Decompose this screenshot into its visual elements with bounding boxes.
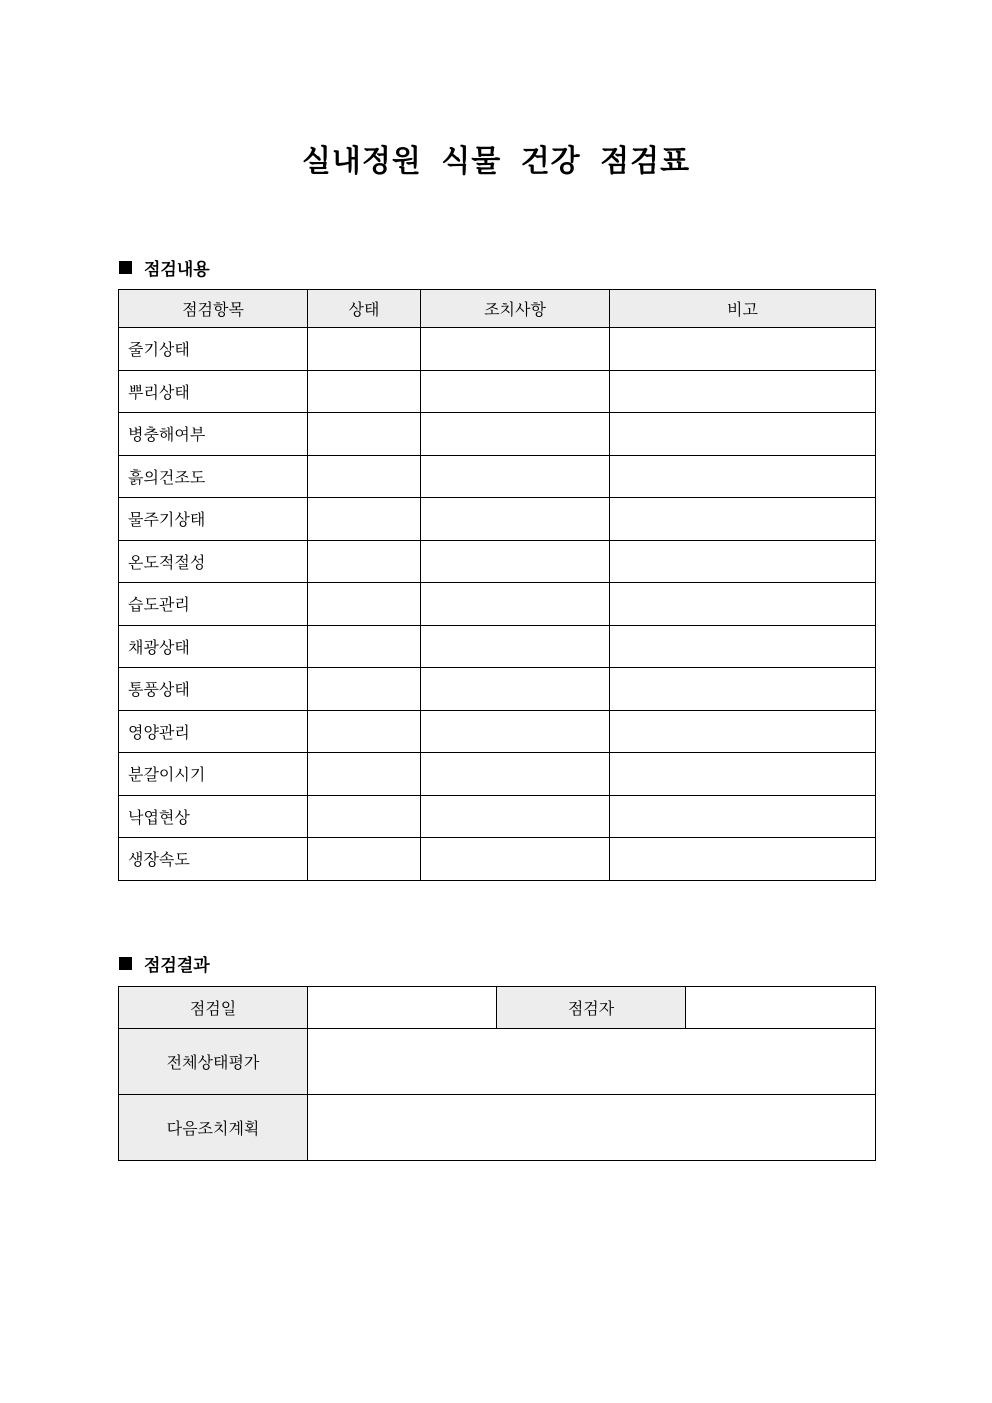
- table-row: [119, 1029, 876, 1095]
- table-row: [119, 838, 876, 881]
- status-cell[interactable]: [308, 668, 421, 711]
- note-cell[interactable]: [610, 328, 876, 371]
- table-row: [119, 370, 876, 413]
- inspection-item-label: 병충해여부: [119, 413, 308, 456]
- inspection-item-label: 흙의건조도: [119, 455, 308, 498]
- section-heading-inspection-content: [119, 255, 210, 280]
- action-cell[interactable]: [421, 583, 610, 626]
- note-cell[interactable]: [610, 540, 876, 583]
- inspector-label: 점검자: [497, 987, 686, 1029]
- note-cell[interactable]: [610, 795, 876, 838]
- table-row: [119, 583, 876, 626]
- column-header-action: 조치사항: [421, 290, 610, 328]
- table-row: [119, 328, 876, 371]
- status-cell[interactable]: [308, 583, 421, 626]
- inspection-item-label: 통풍상태: [119, 668, 308, 711]
- inspector-field[interactable]: [686, 987, 876, 1029]
- inspection-item-label: 줄기상태: [119, 328, 308, 371]
- section-heading-label: 점검결과: [144, 956, 210, 976]
- action-cell[interactable]: [421, 753, 610, 796]
- column-header-note: 비고: [610, 290, 876, 328]
- status-cell[interactable]: [308, 498, 421, 541]
- table-header-row: [119, 290, 876, 328]
- section-heading-inspection-result: [119, 951, 210, 976]
- note-cell[interactable]: [610, 370, 876, 413]
- date-field[interactable]: [308, 987, 497, 1029]
- status-cell[interactable]: [308, 795, 421, 838]
- status-cell[interactable]: [308, 413, 421, 456]
- date-label: 점검일: [119, 987, 308, 1029]
- table-row: [119, 795, 876, 838]
- note-cell[interactable]: [610, 710, 876, 753]
- action-cell[interactable]: [421, 668, 610, 711]
- status-cell[interactable]: [308, 455, 421, 498]
- inspection-result-table: [118, 986, 876, 1161]
- status-cell[interactable]: [308, 540, 421, 583]
- overall-evaluation-field[interactable]: [308, 1029, 876, 1095]
- column-header-item: 점검항목: [119, 290, 308, 328]
- table-row: [119, 753, 876, 796]
- action-cell[interactable]: [421, 838, 610, 881]
- next-action-plan-label: 다음조치계획: [119, 1095, 308, 1161]
- action-cell[interactable]: [421, 370, 610, 413]
- action-cell[interactable]: [421, 625, 610, 668]
- inspection-item-label: 낙엽현상: [119, 795, 308, 838]
- next-action-plan-field[interactable]: [308, 1095, 876, 1161]
- action-cell[interactable]: [421, 795, 610, 838]
- overall-evaluation-label: 전체상태평가: [119, 1029, 308, 1095]
- table-row: [119, 710, 876, 753]
- status-cell[interactable]: [308, 328, 421, 371]
- note-cell[interactable]: [610, 668, 876, 711]
- table-row: [119, 987, 876, 1029]
- inspection-item-label: 뿌리상태: [119, 370, 308, 413]
- status-cell[interactable]: [308, 710, 421, 753]
- action-cell[interactable]: [421, 540, 610, 583]
- black-square-icon: [119, 261, 132, 274]
- status-cell[interactable]: [308, 625, 421, 668]
- note-cell[interactable]: [610, 455, 876, 498]
- black-square-icon: [119, 957, 132, 970]
- note-cell[interactable]: [610, 583, 876, 626]
- status-cell[interactable]: [308, 753, 421, 796]
- note-cell[interactable]: [610, 625, 876, 668]
- action-cell[interactable]: [421, 455, 610, 498]
- inspection-item-label: 습도관리: [119, 583, 308, 626]
- inspection-item-label: 물주기상태: [119, 498, 308, 541]
- inspection-item-label: 영양관리: [119, 710, 308, 753]
- inspection-item-label: 분갈이시기: [119, 753, 308, 796]
- section-heading-label: 점검내용: [144, 260, 210, 280]
- document-title: 실내정원 식물 건강 점검표: [301, 144, 691, 179]
- action-cell[interactable]: [421, 498, 610, 541]
- inspection-item-label: 온도적절성: [119, 540, 308, 583]
- table-row: [119, 540, 876, 583]
- note-cell[interactable]: [610, 753, 876, 796]
- table-row: [119, 498, 876, 541]
- note-cell[interactable]: [610, 413, 876, 456]
- table-row: [119, 455, 876, 498]
- inspection-content-table: [118, 289, 876, 881]
- table-row: [119, 413, 876, 456]
- note-cell[interactable]: [610, 498, 876, 541]
- table-row: [119, 668, 876, 711]
- table-row: [119, 625, 876, 668]
- column-header-status: 상태: [308, 290, 421, 328]
- action-cell[interactable]: [421, 328, 610, 371]
- table-row: [119, 1095, 876, 1161]
- action-cell[interactable]: [421, 413, 610, 456]
- inspection-item-label: 생장속도: [119, 838, 308, 881]
- note-cell[interactable]: [610, 838, 876, 881]
- inspection-item-label: 채광상태: [119, 625, 308, 668]
- action-cell[interactable]: [421, 710, 610, 753]
- status-cell[interactable]: [308, 370, 421, 413]
- status-cell[interactable]: [308, 838, 421, 881]
